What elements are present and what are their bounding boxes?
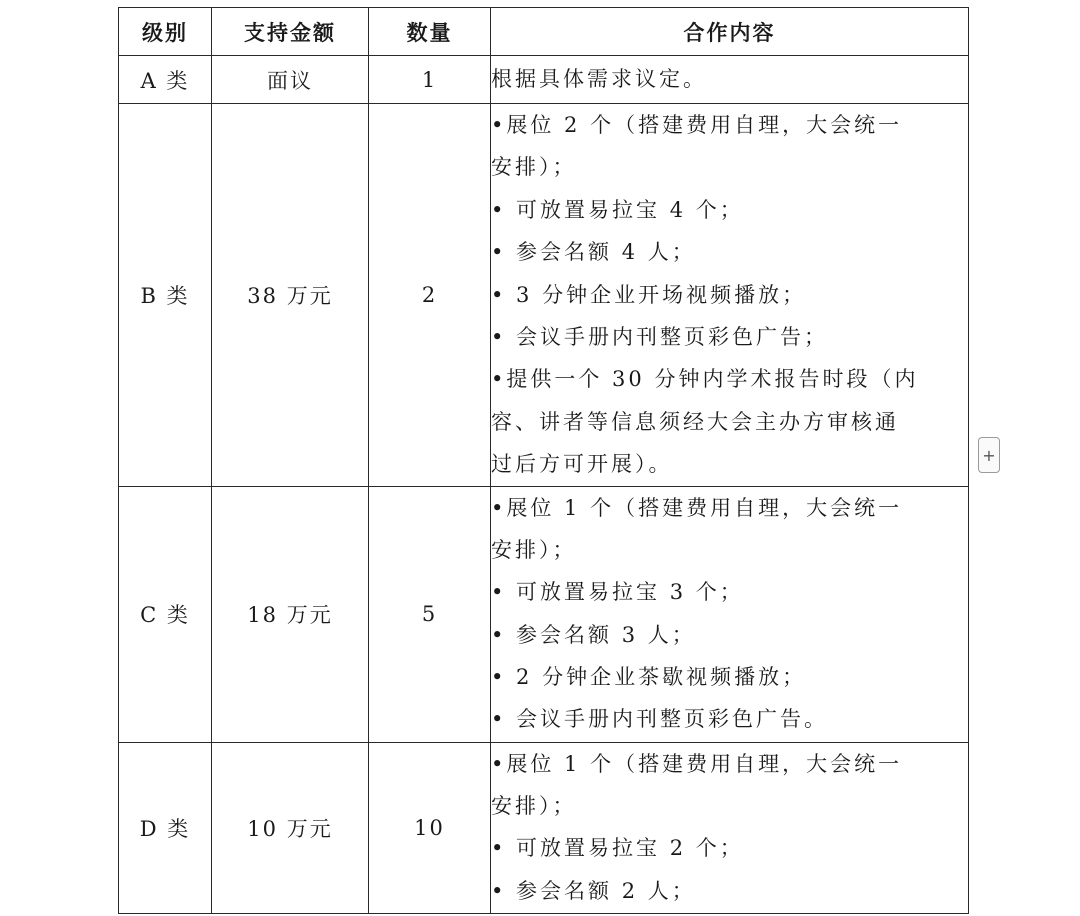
level-cell: A 类 — [119, 56, 212, 104]
content-line: •提供一个 30 分钟内学术报告时段（内 — [491, 367, 919, 392]
expand-button[interactable]: + — [978, 437, 1000, 473]
content-line: • 参会名额 4 人； — [491, 240, 696, 265]
level-cell: B 类 — [119, 104, 212, 487]
count-cell: 5 — [369, 486, 491, 742]
content-line: 根据具体需求议定。 — [491, 67, 707, 91]
content-cell — [491, 742, 969, 913]
table-row — [119, 56, 969, 104]
sponsorship-table — [118, 7, 969, 914]
content-line: • 参会名额 2 人； — [491, 878, 696, 903]
content-line: •展位 2 个（搭建费用自理，大会统一 — [491, 113, 903, 137]
header-row — [119, 8, 969, 56]
content-line: • 可放置易拉宝 4 个； — [491, 197, 744, 222]
content-line: •展位 1 个（搭建费用自理，大会统一 — [491, 751, 903, 776]
amount-cell: 面议 — [212, 56, 369, 104]
amount-cell: 18 万元 — [212, 486, 369, 742]
table-row — [119, 486, 969, 742]
count-cell: 2 — [369, 104, 491, 487]
content-line: • 可放置易拉宝 3 个； — [491, 580, 744, 605]
header-count: 数量 — [369, 8, 491, 56]
table-row — [119, 104, 969, 487]
table-row — [119, 742, 969, 913]
amount-cell: 38 万元 — [212, 104, 369, 487]
count-cell: 1 — [369, 56, 491, 104]
header-amount: 支持金额 — [212, 8, 369, 56]
content-line: • 可放置易拉宝 2 个； — [491, 836, 744, 861]
content-line: • 3 分钟企业开场视频播放； — [491, 282, 807, 307]
content-cell — [491, 56, 969, 104]
header-level: 级别 — [119, 8, 212, 56]
header-content: 合作内容 — [491, 8, 969, 56]
content-line: • 2 分钟企业茶歇视频播放； — [491, 665, 807, 690]
content-line: 容、讲者等信息须经大会主办方审核通 — [491, 409, 899, 434]
content-line: 安排）； — [491, 537, 577, 562]
level-cell: C 类 — [119, 486, 212, 742]
content-line: 安排）； — [491, 793, 577, 818]
count-cell: 10 — [369, 742, 491, 913]
content-line: 安排）； — [491, 155, 577, 180]
content-line: 过后方可开展）。 — [491, 452, 673, 477]
content-line: • 会议手册内刊整页彩色广告。 — [491, 707, 829, 732]
content-cell — [491, 104, 969, 487]
content-line: •展位 1 个（搭建费用自理，大会统一 — [491, 495, 903, 520]
content-cell — [491, 486, 969, 742]
amount-cell: 10 万元 — [212, 742, 369, 913]
level-cell: D 类 — [119, 742, 212, 913]
content-line: • 参会名额 3 人； — [491, 622, 696, 647]
content-line: • 会议手册内刊整页彩色广告； — [491, 324, 829, 349]
